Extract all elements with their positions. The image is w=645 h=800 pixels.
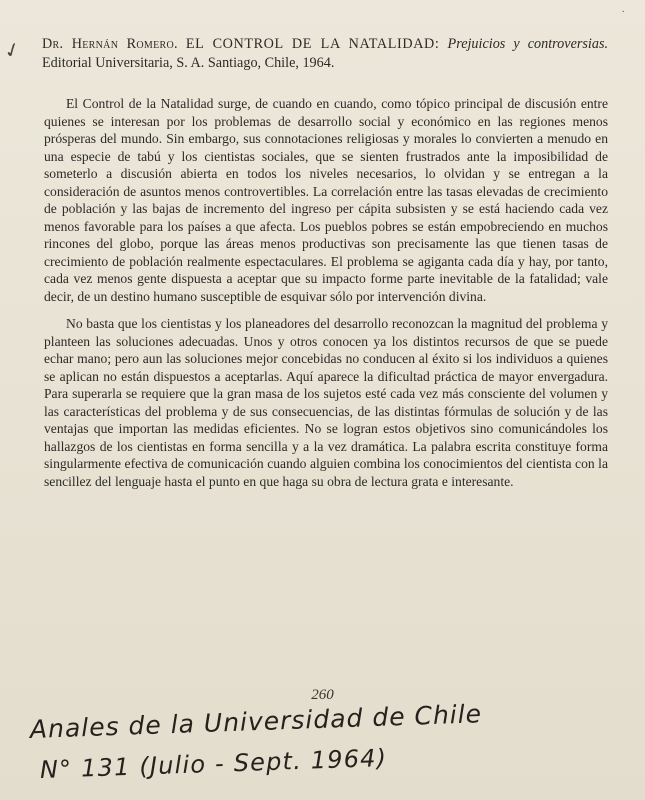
review-body [44,95,608,500]
margin-mark-icon: ✓ [0,37,25,65]
corner-mark-icon: · [621,6,625,18]
paragraph: No basta que los cientistas y los planeadores del desarrollo reconozcan la magnitud del problema y planteen las soluciones adecuadas. Unos y otros conocen ya los distintos recursos de que se puede echar mano; pero aun las soluciones mejor concebidas no conducen al éxito si los individuos a quienes se aplican no están dispuestos a aceptarlas. Aquí aparece la dificultad práctica de mayor envergadura. Para superarla se requiere que la gran masa de los sujetos esté cada vez más consciente del volumen y las características del problema y de sus consecuencias, de las distintas fórmulas de solución y de las ventajas que importan las medidas eficientes. No se logran estos objetivos sino comunicándoles los hallazgos de los cientistas en forma sencilla y a la vez dramática. La palabra escrita constituye forma singularmente efectiva de comunicación cuando alguien combina los conocimientos del cientista con la sencillez del lenguaje hasta el punto en que haga su obra de lectura grata e interesante. [44,316,608,489]
paragraph: El Control de la Natalidad surge, de cuando en cuando, como tópico principal de discusión entre quienes se interesan por los problemas de desarrollo social y económico en las regiones menos prósperas del mundo. Sin embargo, sus connotaciones religiosas y morales lo convierten a menudo en una especie de tabú y los cientistas sociales, que se sienten frustrados ante la imposibilidad de someterlo a discusión abierta en todos los niveles necesarios, lo olvidan y se entregan a la consideración de asuntos menos controvertibles. La correlación entre las tasas elevadas de crecimiento de población y las bajas de incremento del ingreso per cápita subsisten y se está haciendo cada vez menos favorable para los países a que afecta. Los pueblos pobres se están empobreciendo en muchos rincones del globo, porque las áreas menos productivas son precisamente las que tienen tasas de crecimiento de población realmente espectaculares. El problema se agiganta cada día y hay, por tanto, cada vez menos gente dispuesta a aceptar que su impacto forme parte inevitable de la fatalidad; vale decir, de un destino humano susceptible de esquivar sólo por intervención divina. [44,96,608,304]
page-number: 260 [311,687,334,703]
author-name: Dr. Hernán Romero. [42,36,178,52]
handwritten-source-note: Anales de la Universidad de Chile [29,699,483,744]
book-title: EL CONTROL DE LA NATALIDAD: [185,36,440,52]
book-subtitle: Prejuicios y controversias. [447,36,609,52]
handwritten-issue-note: N° 131 (Julio - Sept. 1964) [39,743,388,784]
publisher-info: Editorial Universitaria, S. A. Santiago, Chile, 1964. [42,55,335,71]
book-reference [42,35,608,73]
